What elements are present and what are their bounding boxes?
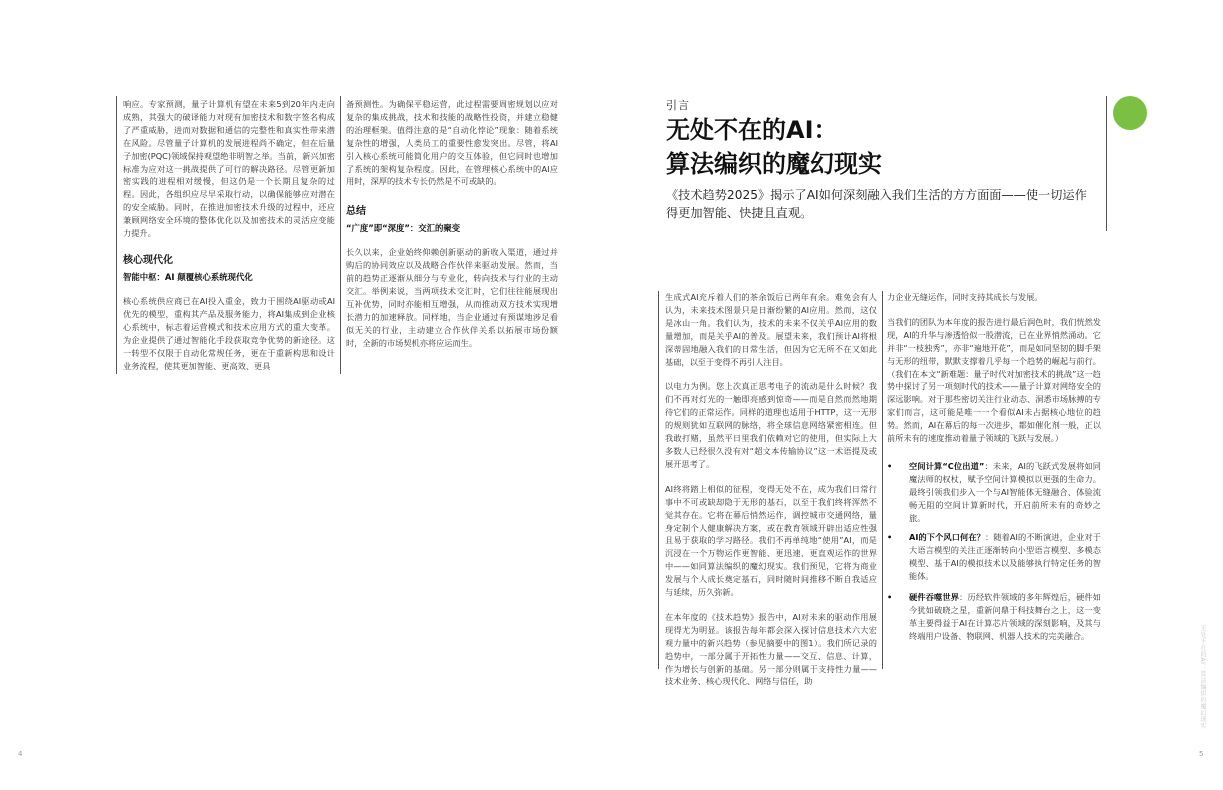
body-paragraph: 当我们的团队为本年度的报告进行最后润色时，我们恍然发现，AI的升华与渗透恰似一股潜流，已在业界悄然涌动。它并非“一枝独秀”，亦非“遍地开花”，而是如同坚韧的脚手架与无形的纽带，默默支撑着几乎每一个趋势的崛起与前行。（我们在本文“新难题：量子时代对加密技术的挑战”这一趋势中探讨了另一项刻时代的技术——量子计算对网络安全的深远影响。对于那些密切关注行业动态、洞悉市场脉搏的专家们而言，这可能是唯一一个看似AI未占据核心地位的趋势。然而，AI在幕后的每一次进步，都如催化剂一般，正以前所未有的速度推动着量子领域的飞跃与发展。） — [887, 316, 1101, 444]
bullet-item — [887, 591, 1101, 643]
summary-subheading: “广度”即“深度”：交汇的聚变 — [346, 223, 461, 234]
bullet-term: AI的下个风口何在？ — [909, 532, 985, 542]
bullet-text: ：未来，AI的飞跃式发展将如同魔法师的权杖，赋予空间计算模拟以更强的生命力。最终引领我们步入一个与AI智能体无缝融合、体验流畅无阻的空间计算新时代，开启前所未有的奇妙之旅。 — [909, 461, 1101, 523]
bullet-item — [887, 531, 1101, 583]
bullet-text: ：历经软件领域的多年辉煌后，硬件如今犹如破晓之星，重新问鼎于科技舞台之上，这一变革主要得益于AI在计算芯片领域的深刻影响，及其与终端用户设备、物联网、机器人技术的完美融合。 — [909, 592, 1101, 641]
right-col2 — [887, 291, 1101, 445]
body-paragraph: AI终将踏上相似的征程，变得无处不在，成为我们日常行事中不可或缺却隐于无形的基石，以至于我们终将浑然不觉其存在。它将在幕后悄然运作，调控城市交通网络，量身定制个人健康解决方案，或在教育领域开辟出适应性强且易于获取的学习路径。我们不再单纯地“使用”AI，而是沉浸在一个万物运作更智能、更迅速、更直观运作的世界中——如同算法编织的魔幻现实。我们预见，它将为商业发展与个人成长奠定基石，同时随时间推移不断自我适应与延续，历久弥新。 — [665, 483, 877, 598]
right-col1 — [665, 291, 877, 688]
section-subheading: 智能中枢：AI 颠覆核心系统现代化 — [123, 271, 253, 282]
body-paragraph: 备预测性。为确保平稳运营，此过程需要周密规划以应对复杂的集成挑战，技术和技能的战略性投资，并建立稳健的治理框架。值得注意的是“自动化悖论”现象：随着系统复杂性的增强，人类员工的重要性愈发突出。尽管，将AI引入核心系统可能简化用户的交互体验，但它同时也增加了系统的架构复杂程度。因此，在管理核心系统中的AI应用时，深厚的技术专长仍然是不可或缺的。 — [346, 99, 558, 187]
page-title: 无处不在的AI： — [666, 116, 838, 144]
running-header: 无处不在的AI：算法编织的魔幻现实 — [1199, 625, 1206, 730]
lead-block — [666, 186, 1094, 222]
bullet-term: 硬件吞噬世界 — [909, 592, 960, 602]
body-paragraph: 核心系统供应商已在AI投入重金，致力于围绕AI驱动或AI优先的模型，重构其产品及服务能力，将AI集成到企业核心系统中，标志着运营模式和技术应用方式的重大变革。为企业提供了通过智能化手段获取竞争优势的新途径。这一转型不仅限于自动化常规任务，更在于重新构思和设计业务流程，使其更加智能、更高效、更具 — [123, 295, 335, 371]
section-heading: 核心现代化 — [123, 254, 173, 266]
title-block — [666, 113, 1106, 181]
body-paragraph: 生成式AI充斥着人们的茶余饭后已两年有余。难免会有人认为，未来技术图景只是日渐纷繁的AI应用。然而，这仅是冰山一角。我们认为，技术的未来不仅关乎AI应用的数量增加，而是关乎AI的普及。展望未来，我们预计AI将根深蒂固地融入我们的日常生活，但因为它无所不在又如此基础，以至于变得不再引人注目。 — [665, 292, 877, 367]
left-col1 — [123, 98, 335, 372]
column-rule — [882, 291, 883, 669]
left-col2 — [346, 98, 558, 350]
column-rule — [116, 96, 117, 374]
column-rule — [340, 96, 341, 374]
bullet-dot-icon: • — [887, 461, 893, 471]
body-paragraph: 在本年度的《技术趋势》报告中，AI对未来的驱动作用展现得尤为明显。该报告每年都会深入探讨信息技术六大宏观力量中的新兴趋势（参见摘要中的图1）。我们所记录的趋势中，一部分属于开拓性力量——交互、信息、计算，作为增长与创新的基础。另一部分则属于支持性力量——技术业务、核心现代化、网络与信任，助 — [665, 611, 877, 687]
bullet-term: 空间计算“C位出道” — [909, 461, 985, 471]
summary-heading: 总结 — [346, 206, 366, 218]
bullet-item — [887, 460, 1101, 525]
intro-label: 引言 — [666, 99, 690, 112]
page-title-line2: 算法编织的魔幻现实 — [666, 150, 882, 178]
bullet-dot-icon: • — [887, 532, 893, 542]
body-paragraph: 力企业无缝运作，同时支持其成长与发展。 — [887, 292, 1043, 302]
column-rule — [658, 291, 659, 669]
page-number: 4 — [18, 750, 23, 758]
page-number: 5 — [1199, 750, 1204, 758]
lead-paragraph: 《技术趋势2025》揭示了AI如何深刻融入我们生活的方方面面——使一切运作得更加智能、快捷且直观。 — [666, 188, 1087, 220]
bullet-dot-icon: • — [887, 592, 893, 602]
body-paragraph: 响应。专家预测，量子计算机有望在未来5到20年内走向成熟，其强大的破译能力对现有加密技术和数字签名构成了严重威胁，进而对数据和通信的完整性和真实性带来潜在风险。尽管量子计算机的发展进程尚不确定，但在后量子加密(PQC)领域保持观望绝非明智之举。当前，新兴加密标准为应对这一挑战提供了可行的解决路径。尽管更新加密实践的进程相对缓慢，但这仍是一个长期且复杂的过程。因此，各组织应尽早采取行动，以确保能够应对潜在的安全威胁。同时，在推进加密技术升级的过程中，还应兼顾网络安全环境的整体优化以及加密技术的灵活应变能力提升。 — [123, 99, 335, 239]
body-paragraph: 以电力为例。您上次真正思考电子的流动是什么时候？我们不再对灯光的一触即亮感到惊奇——而是自然而然地期待它们的正常运作。同样的道理也适用于HTTP，这一无形的规则犹如互联网的脉络，将全球信息网络紧密相连。但我敢打赌，虽然平日里我们依赖对它的使用，但实际上大多数人已经很久没有对“超文本传输协议”这一术语提及或展开思考了。 — [665, 381, 877, 469]
column-rule — [1106, 96, 1107, 231]
body-paragraph: 长久以来，企业始终仰赖创新驱动的新收入渠道，通过并购后的协同效应以及战略合作伙伴来驱动发展。然而，当前的趋势正逐渐从细分与专业化，转向技术与行业的主动交汇。举例来说，当两项技术交汇时，它们往往能展现出互补优势，同时亦能相互增强，从而推动双方技术实现增长潜力的加速释放。同样地，当企业通过有预谋地涉足看似无关的行业，主动建立合作伙伴关系以拓展市场份额时，全新的市场契机亦将应运而生。 — [346, 247, 558, 348]
accent-circle — [1113, 96, 1147, 130]
bullet-text: ：随着AI的不断演进，企业对于大语言模型的关注正逐渐转向小型语言模型、多模态模型、基于AI的模拟技术以及能够执行特定任务的智能体。 — [909, 532, 1101, 581]
